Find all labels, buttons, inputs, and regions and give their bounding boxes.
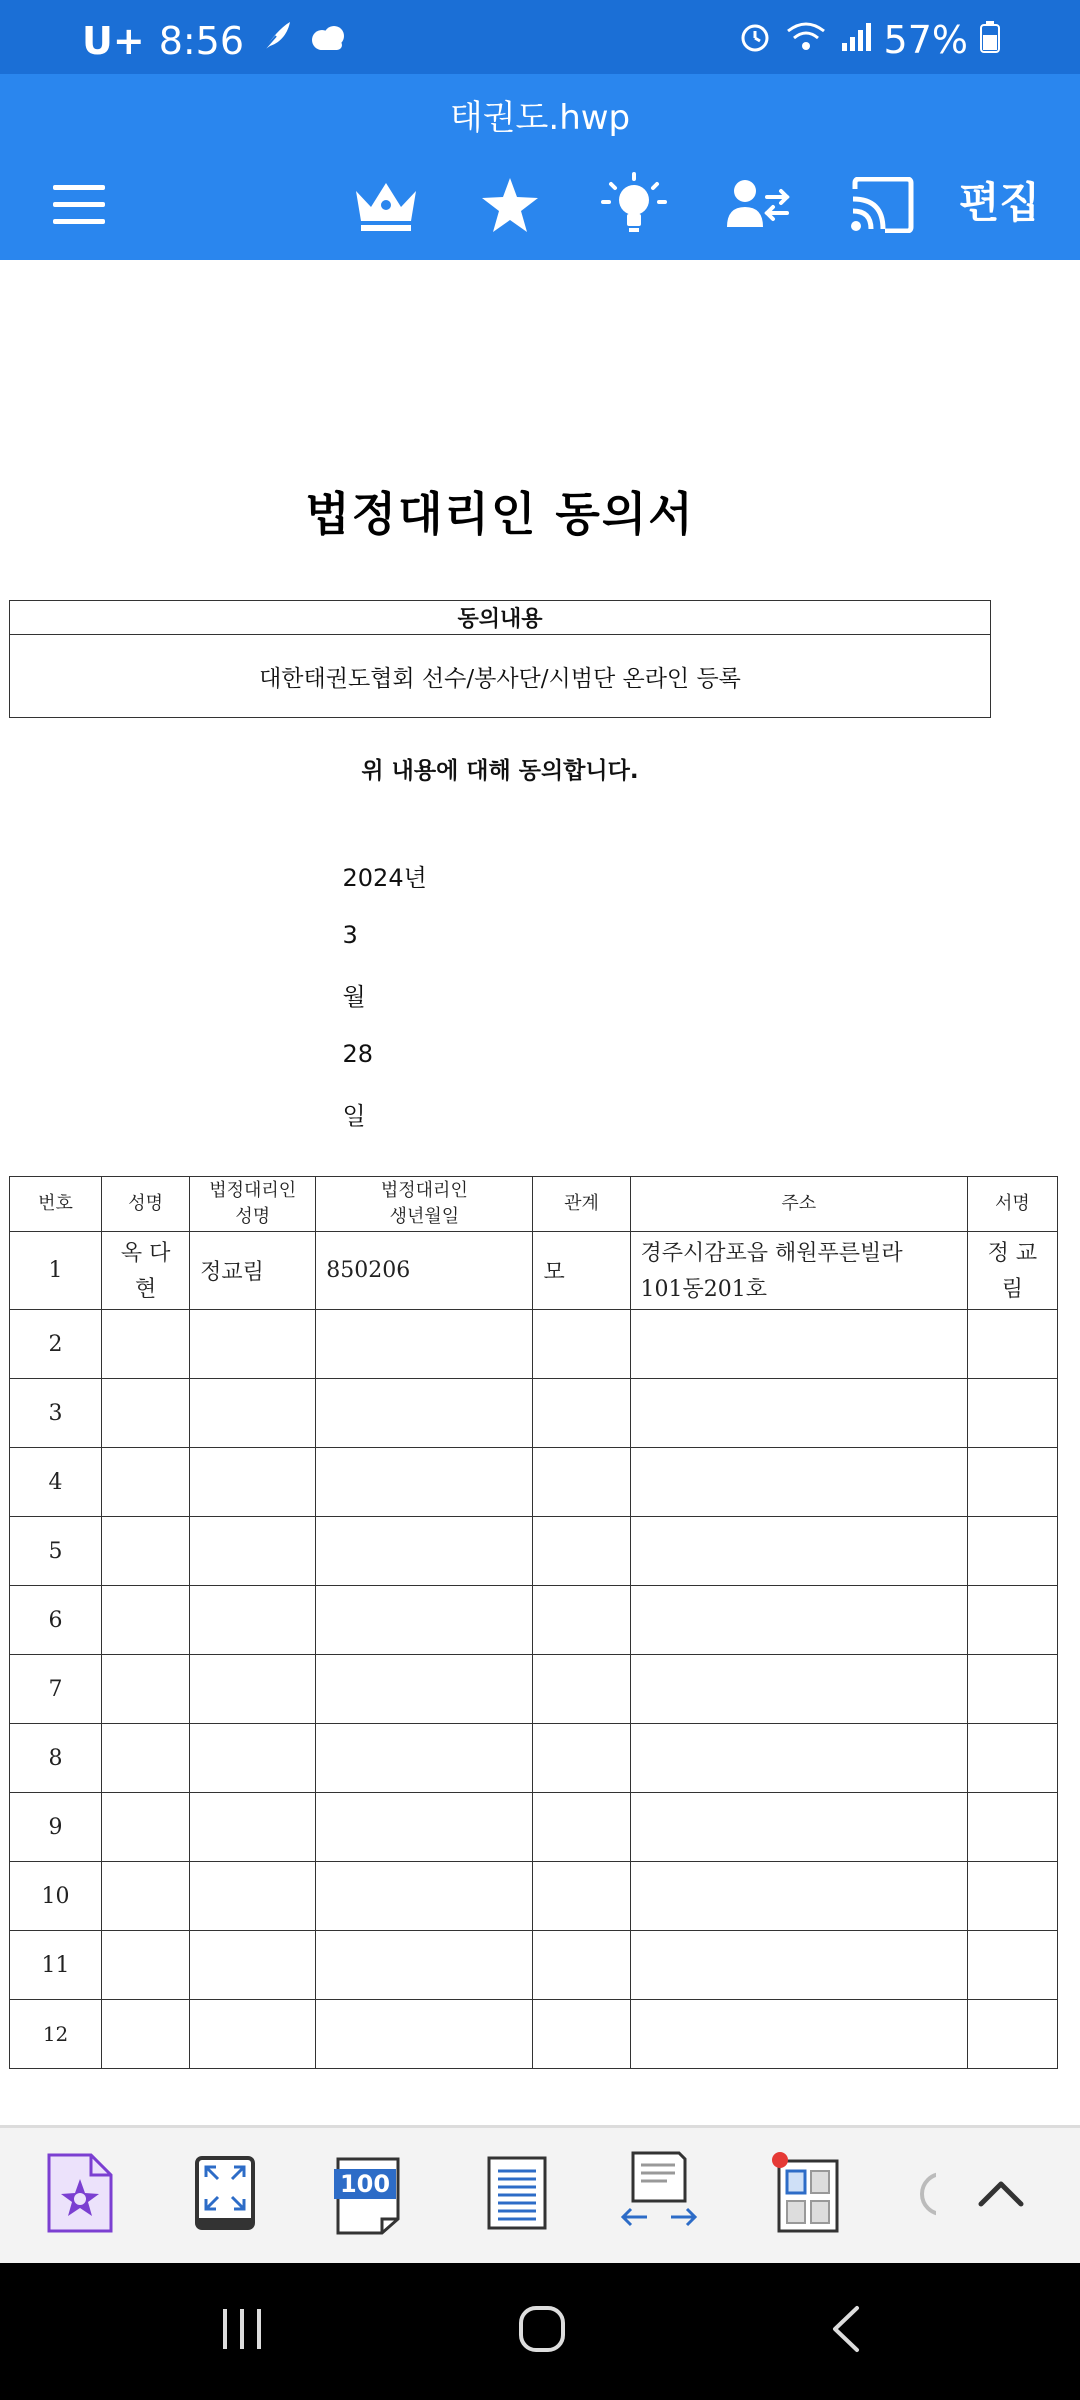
table-row bbox=[10, 1517, 1058, 1586]
favorite-button[interactable] bbox=[467, 164, 553, 250]
header-address: 주소 bbox=[630, 1177, 967, 1232]
row-number: 9 bbox=[10, 1793, 102, 1862]
row-number: 4 bbox=[10, 1448, 102, 1517]
menu-icon bbox=[51, 182, 107, 232]
table-row bbox=[10, 1931, 1058, 2000]
row-number: 7 bbox=[10, 1655, 102, 1724]
grid-view-icon bbox=[771, 2151, 843, 2239]
edit-button[interactable]: 편집 bbox=[958, 178, 1040, 227]
zoom-level-label: 100 bbox=[339, 2170, 391, 2198]
fit-screen-button[interactable] bbox=[184, 2150, 266, 2240]
header-name: 성명 bbox=[102, 1177, 190, 1232]
recents-icon bbox=[219, 2305, 265, 2357]
bottom-toolbar bbox=[0, 2125, 1080, 2266]
date-year: 2024년 bbox=[342, 864, 427, 892]
expand-toolbar-button[interactable] bbox=[960, 2150, 1042, 2240]
tips-button[interactable] bbox=[591, 164, 677, 250]
header-signature: 서명 bbox=[967, 1177, 1057, 1232]
zoom-100-button[interactable] bbox=[326, 2150, 408, 2240]
header-relation: 관계 bbox=[533, 1177, 630, 1232]
home-button[interactable] bbox=[502, 2299, 582, 2363]
header-guardian-name: 법정대리인 성명 bbox=[190, 1177, 316, 1232]
row-number: 11 bbox=[10, 1931, 102, 2000]
date-month-unit: 월 bbox=[342, 983, 366, 1011]
star-icon bbox=[480, 176, 540, 238]
consent-body: 대한태권도협회 선수/봉사단/시범단 온라인 등록 bbox=[10, 635, 991, 718]
row-number: 8 bbox=[10, 1724, 102, 1793]
row-number: 2 bbox=[10, 1310, 102, 1379]
table-row bbox=[10, 1379, 1058, 1448]
page-width-icon bbox=[619, 2151, 699, 2239]
guardian-name: 정교림 bbox=[190, 1232, 316, 1310]
cast-icon bbox=[849, 177, 915, 237]
ai-assistant-button[interactable] bbox=[38, 2150, 120, 2240]
table-row bbox=[10, 2000, 1058, 2069]
back-icon bbox=[829, 2304, 863, 2358]
address: 경주시감포읍 해원푸른빌라 101동201호 bbox=[630, 1232, 967, 1310]
battery-icon bbox=[980, 18, 1000, 62]
consent-header: 동의내용 bbox=[10, 601, 991, 635]
document-page[interactable] bbox=[0, 260, 1080, 2125]
row-number: 6 bbox=[10, 1586, 102, 1655]
feather-icon bbox=[258, 18, 294, 63]
user-switch-icon bbox=[725, 177, 791, 237]
row-number: 1 bbox=[10, 1232, 102, 1310]
page-width-button[interactable] bbox=[618, 2150, 700, 2240]
row-number: 12 bbox=[10, 2000, 102, 2069]
signature: 정 교 림 bbox=[967, 1232, 1057, 1310]
chevron-up-icon bbox=[977, 2178, 1025, 2212]
back-button[interactable] bbox=[806, 2299, 886, 2363]
date-day: 28 bbox=[342, 1040, 374, 1068]
row-number: 5 bbox=[10, 1517, 102, 1586]
page-view-icon bbox=[486, 2155, 548, 2235]
header-number: 번호 bbox=[10, 1177, 102, 1232]
lightbulb-icon bbox=[601, 172, 667, 242]
recents-button[interactable] bbox=[202, 2299, 282, 2363]
more-tools-indicator[interactable] bbox=[918, 2150, 936, 2240]
table-row bbox=[10, 1232, 1058, 1310]
cast-button[interactable] bbox=[839, 164, 925, 250]
cloud-icon bbox=[308, 19, 348, 63]
consent-box bbox=[9, 600, 991, 718]
table-row bbox=[10, 1793, 1058, 1862]
table-row bbox=[10, 1862, 1058, 1931]
fit-screen-icon bbox=[194, 2155, 256, 2235]
navigation-bar bbox=[0, 2263, 1080, 2400]
ai-document-icon bbox=[43, 2151, 115, 2239]
agreement-statement: 위 내용에 대해 동의합니다. bbox=[361, 758, 639, 784]
row-number: 10 bbox=[10, 1862, 102, 1931]
table-header-row bbox=[10, 1177, 1058, 1232]
grid-view-button[interactable] bbox=[766, 2150, 848, 2240]
date-day-unit: 일 bbox=[342, 1102, 366, 1130]
carrier-label: U+ bbox=[82, 18, 145, 63]
file-name: 태권도.hwp bbox=[449, 98, 631, 138]
clock: 8:56 bbox=[158, 18, 245, 63]
page-view-button[interactable] bbox=[476, 2150, 558, 2240]
table-row bbox=[10, 1448, 1058, 1517]
table-row bbox=[10, 1724, 1058, 1793]
table-row bbox=[10, 1655, 1058, 1724]
share-user-button[interactable] bbox=[715, 164, 801, 250]
document-date bbox=[312, 830, 427, 1159]
wifi-icon bbox=[784, 18, 828, 62]
battery-percent: 57% bbox=[883, 18, 968, 62]
relation: 모 bbox=[533, 1232, 630, 1310]
premium-button[interactable] bbox=[343, 164, 429, 250]
status-bar bbox=[0, 0, 1080, 74]
signal-icon bbox=[840, 18, 872, 62]
date-month: 3 bbox=[342, 921, 358, 949]
home-icon bbox=[517, 2304, 567, 2358]
menu-button[interactable] bbox=[36, 164, 122, 250]
table-row bbox=[10, 1586, 1058, 1655]
registration-table bbox=[9, 1176, 1058, 2069]
document-title: 법정대리인 동의서 bbox=[305, 487, 695, 541]
table-row bbox=[10, 1310, 1058, 1379]
row-number: 3 bbox=[10, 1379, 102, 1448]
crown-icon bbox=[351, 177, 421, 237]
zoom-100-icon bbox=[332, 2155, 402, 2235]
student-name: 옥 다 현 bbox=[102, 1232, 190, 1310]
alarm-icon bbox=[738, 18, 772, 62]
app-bar bbox=[0, 74, 1080, 260]
guardian-birthdate: 850206 bbox=[316, 1232, 533, 1310]
header-guardian-birth: 법정대리인 생년월일 bbox=[316, 1177, 533, 1232]
